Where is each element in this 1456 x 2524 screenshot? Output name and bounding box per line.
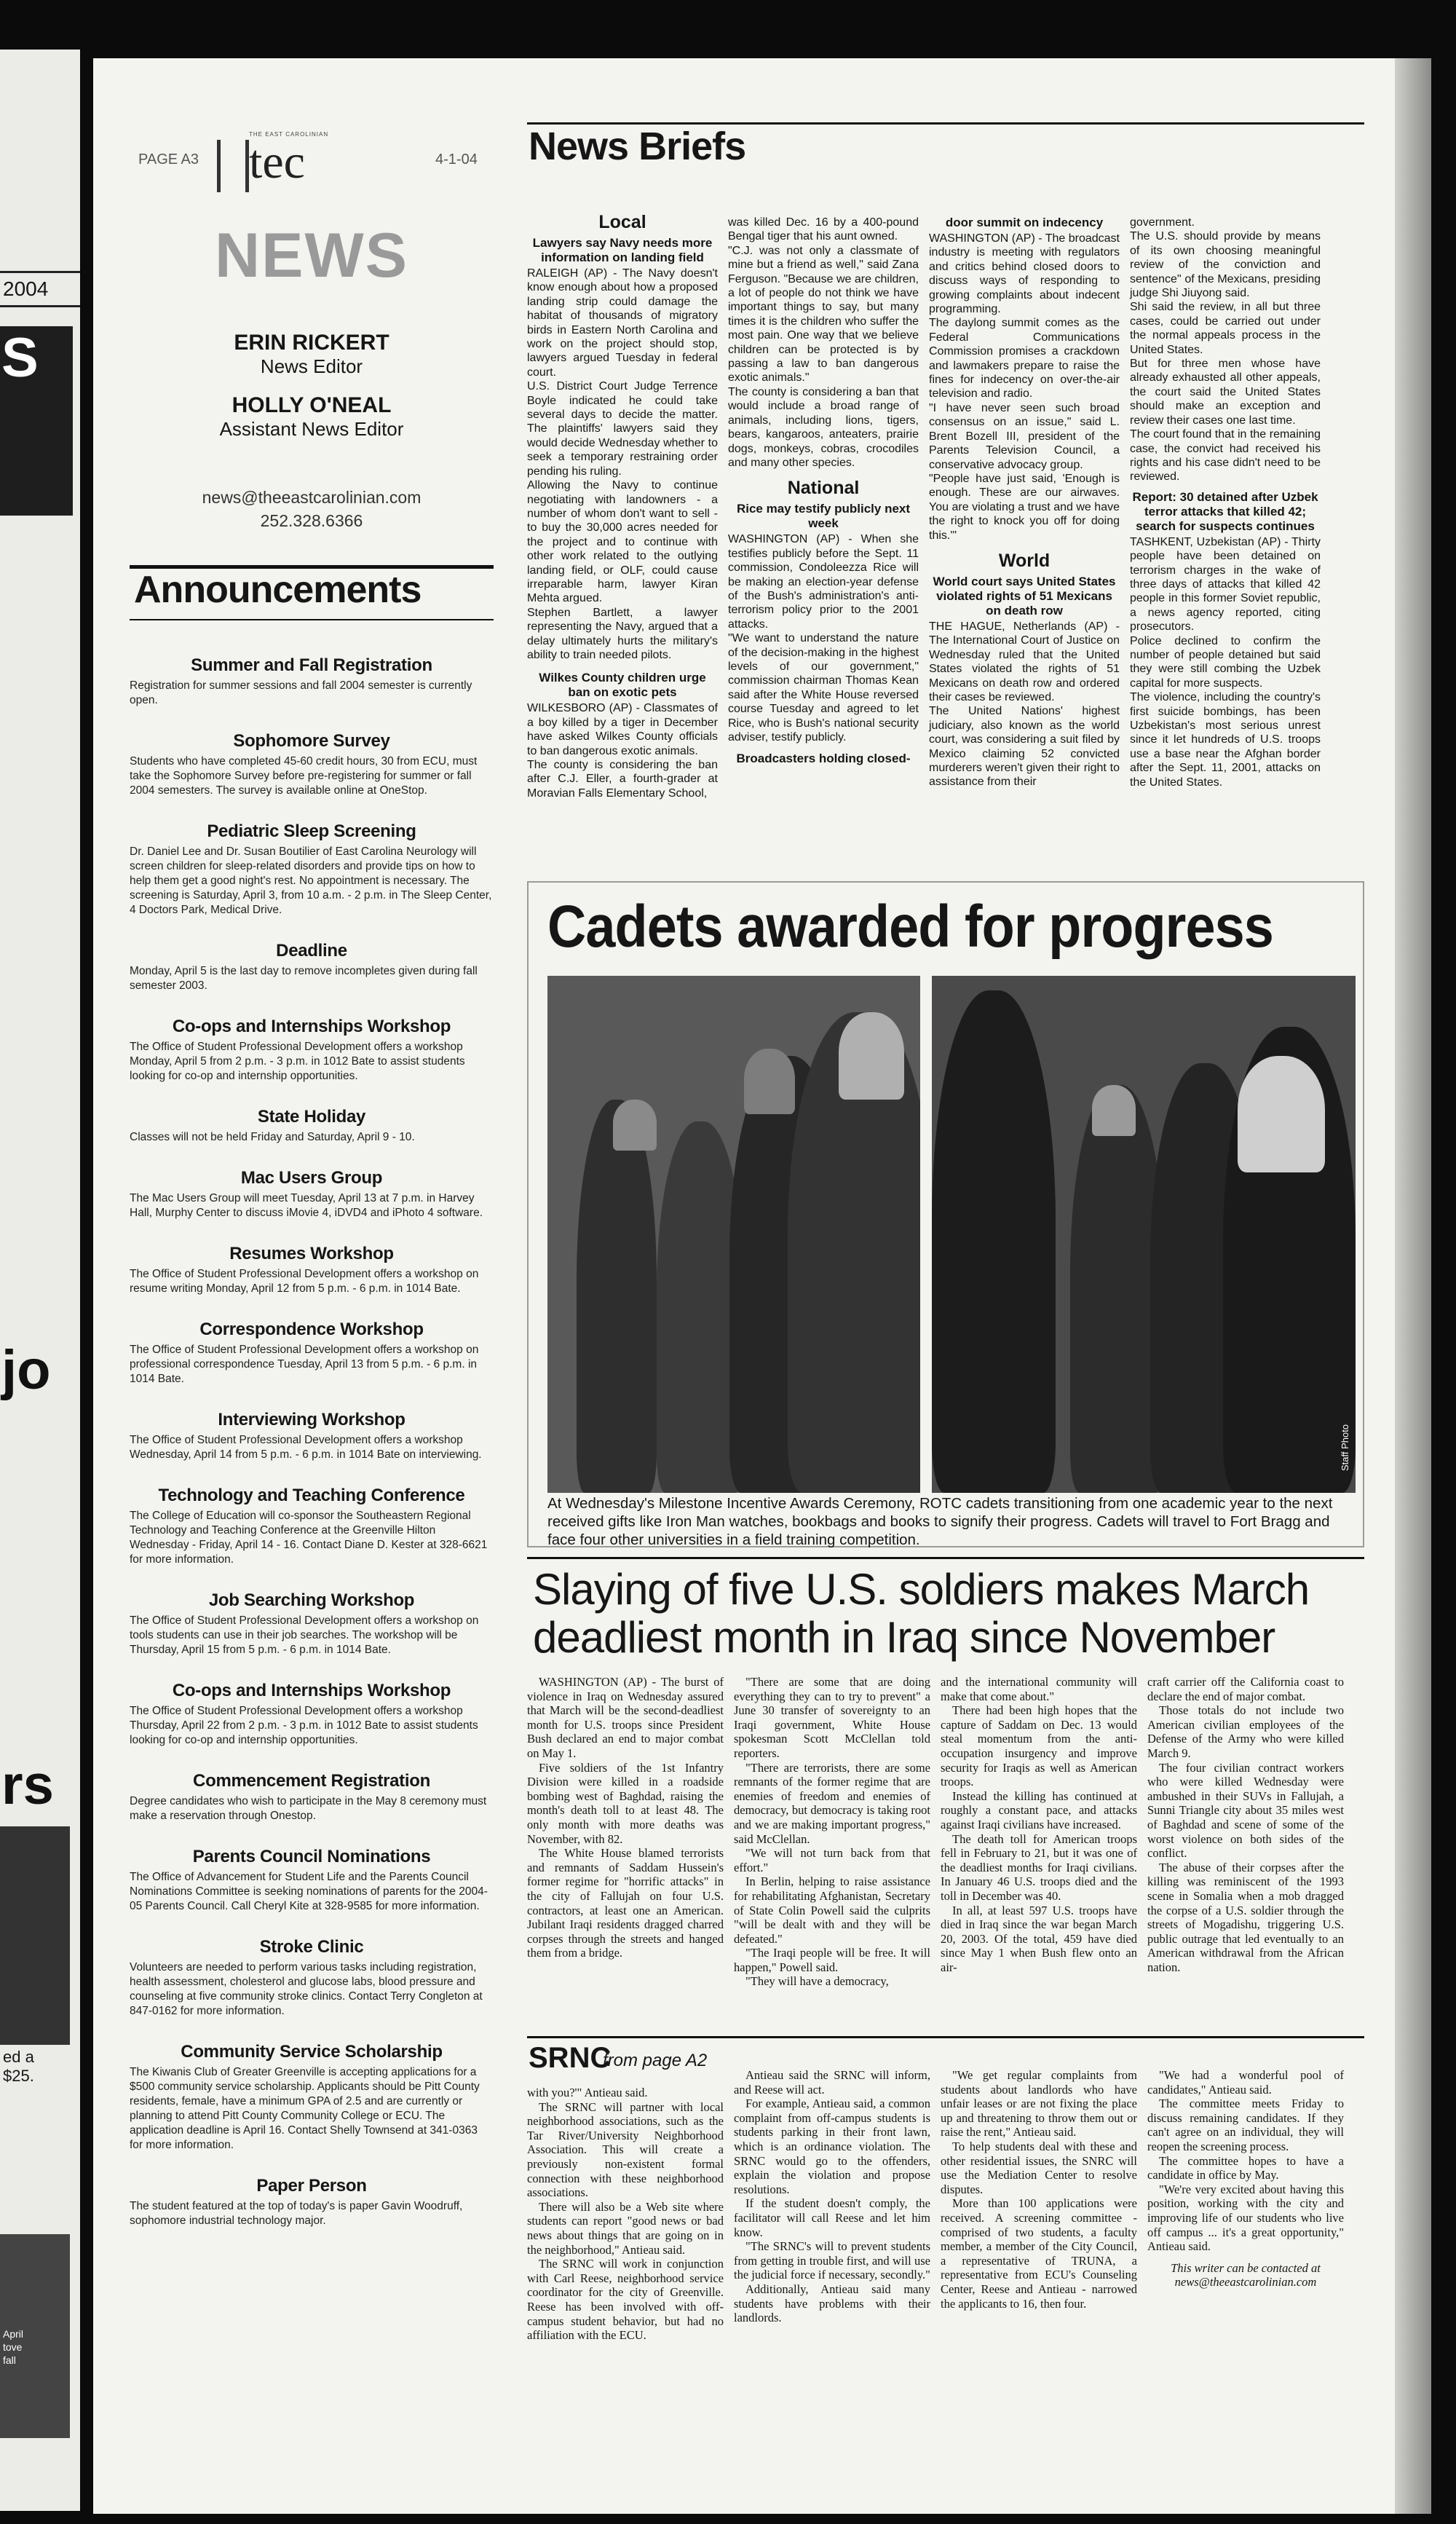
prev-page-fragment: rs	[1, 1754, 54, 1816]
srnc-column-3	[941, 2068, 1137, 2311]
brief-paragraph: "We want to understand the nature of the decision-making in the highest levels of our government," commission chairman Thomas Kean said after the White House reversed course Tuesday and agreed to let Rice, who is Bush's national security adviser, testify publicly.	[728, 632, 919, 744]
brief-paragraph: Shi said the review, in all but three cases, could be carried out under the normal appeals process in the United States.	[1130, 301, 1321, 356]
brief-headline: Wilkes County children urge ban on exotic pets	[539, 671, 706, 700]
announcement-item	[130, 1936, 494, 2019]
announcement-body: The Office of Student Professional Development offers a workshop on resume writing Monday, April 12 from 5 p.m. - 6 p.m. in 1014 Bate.	[130, 1268, 479, 1295]
announcement-title: Pediatric Sleep Screening	[207, 821, 416, 841]
brief-headline: Rice may testify publicly next week	[736, 502, 911, 531]
announcement-item	[130, 820, 494, 918]
announcement-body: Students who have completed 45-60 credit hours, 30 from ECU, must take the Sophomore Survey before pre-registering for summer or fall 2004 semesters. The survey is available online at OneStop.	[130, 755, 478, 797]
story-paragraph: The abuse of their corpses after the killing was reminiscent of the 1993 scene in Somalia when a mob dragged the corpse of a U.S. soldier through the streets of Mogadishu, triggering U.S. public outrage that led eventually to an American withdrawal from the African nation.	[1147, 1860, 1344, 1974]
announcement-title: Deadline	[276, 941, 347, 961]
story-paragraph: The committee meets Friday to discuss remaining candidates. If they can't agree on an individual, they will reopen the screening process.	[1147, 2097, 1344, 2153]
story-paragraph: The four civilian contract workers who were killed Wednesday were ambushed in their SUVs in Fallujah, a Sunni Triangle city about 35 miles west of Baghdad and scene of some of the worst violence on both sides of the conflict.	[1147, 1760, 1344, 1861]
cadets-photo-left	[547, 976, 920, 1493]
prev-page-text: ed a	[3, 2048, 34, 2066]
brief-paragraph: The United Nations' highest judiciary, also known as the world court, was considering a suit filed by Mexico claiming 52 convicted murderers weren't given their right to assistance from their	[929, 705, 1120, 789]
announcement-title: Co-ops and Internships Workshop	[172, 1681, 451, 1700]
story-paragraph: "The Iraqi people will be free. It will happen," Powell said.	[734, 1946, 930, 1974]
prev-page-year: 2004	[0, 271, 80, 307]
brief-headline: Broadcasters holding closed-	[736, 752, 911, 766]
photo-figure	[577, 1100, 657, 1493]
prev-page-text: April	[3, 2328, 24, 2340]
announcement-body: The Office of Advancement for Student Life and the Parents Council Nominations Committee is seeking nominations of parents for the 2004-05 Parents Council. Call Cheryl Kite at 328-9585 for more information.	[130, 1871, 488, 1912]
announcement-title: Parents Council Nominations	[192, 1847, 431, 1866]
story-paragraph: "There are terrorists, there are some remnants of the former regime that are enemies of freedom and enemies of democracy, but democracy is taking root and we are making important progress," said McClellan.	[734, 1760, 930, 1846]
announcement-title: Job Searching Workshop	[208, 1590, 415, 1610]
announcement-body: The Office of Student Professional Development offers a workshop on tools students can use in their job searches. The workshop will be Thursday, April 15 from 5 p.m. - 6 p.m. in 1014 Bate.	[130, 1614, 479, 1656]
slaying-column-4	[1147, 1675, 1344, 1974]
photo-face	[1238, 1056, 1325, 1172]
brief-paragraph: THE HAGUE, Netherlands (AP) - The International Court of Justice on Wednesday ruled that the United States violated the rights of 51 Mexicans on death row and ordered their cases be reviewed.	[929, 620, 1120, 703]
cadets-headline: Cadets awarded for progress	[547, 894, 1273, 960]
brief-paragraph: Stephen Bartlett, a lawyer representing the Navy, argued that a delay ultimately hurts the military's ability to train needed pilots.	[527, 606, 718, 661]
newspaper-page	[93, 58, 1395, 2514]
story-paragraph: Instead the killing has continued at roughly a constant pace, and attacks against Iraqi civilians have increased.	[941, 1789, 1137, 1831]
brief-paragraph: WILKESBORO (AP) - Classmates of a boy killed by a tiger in December have asked Wilkes County officials to ban dangerous exotic animals.	[527, 702, 718, 757]
srnc-column-4	[1147, 2068, 1344, 2290]
page-fold-shadow	[1395, 58, 1431, 2514]
announcement-title: Stroke Clinic	[259, 1937, 364, 1957]
brief-paragraph: Allowing the Navy to continue negotiating with landowners - a number of whom don't want to sell - to buy the 30,000 acres needed for the project and to continue with other work related to the outlying landing field, or OLF, could cause irreparable harm, lawyer Kiran Mehta argued.	[527, 479, 718, 605]
slaying-column-3	[941, 1675, 1137, 1974]
srnc-column-1	[527, 2086, 724, 2343]
story-paragraph: Antieau said the SRNC will inform, and Reese will act.	[734, 2068, 930, 2097]
announcement-body: The College of Education will co-sponsor the Southeastern Regional Technology and Teaching Conference at the Greenville Hilton Wednesday - Friday, April 14 - 16. Contact Diane D. Kester at 328-6621 for more information.	[130, 1510, 488, 1566]
announcement-item	[130, 1845, 494, 1914]
writer-contact-tagline: This writer can be contacted at news@theeastcarolinian.com	[1171, 2260, 1321, 2290]
prev-page-fragment: jo	[1, 1339, 51, 1401]
slaying-headline	[533, 1566, 1370, 1662]
brief-paragraph: The county is considering the ban after C.J. Eller, a fourth-grader at Moravian Falls Elementary School,	[527, 759, 718, 800]
announcement-title: Paper Person	[256, 2176, 367, 2196]
story-paragraph: There will also be a Web site where students can report "good news or bad news about things that are going on in the neighborhood," Antieau said.	[527, 2199, 724, 2257]
slaying-headline-line: Slaying of five U.S. soldiers makes March	[533, 1565, 1310, 1614]
prev-page-text: tove	[3, 2341, 23, 2353]
story-paragraph: To help students deal with these and other residential issues, the SNRC will use the Mediation Center to resolve disputes.	[941, 2139, 1137, 2196]
announcement-item	[130, 2040, 494, 2153]
story-paragraph: "We will not turn back from that effort."	[734, 1846, 930, 1874]
slaying-column-2	[734, 1675, 930, 1989]
brief-paragraph: WASHINGTON (AP) - When she testifies publicly before the Sept. 11 commission, Condoleezza Rice will be making an election-year defense of the Bush's administration's anti-terrorism policy prior to the 2001 attacks.	[728, 533, 919, 631]
announcement-title: Correspondence Workshop	[199, 1320, 424, 1339]
news-briefs-header: News Briefs	[529, 125, 746, 168]
announcement-body: Degree candidates who wish to participate in the May 8 ceremony must make a reservation through Onestop.	[130, 1795, 487, 1822]
srnc-jump-from: from page A2	[603, 2051, 708, 2070]
story-paragraph: If the student doesn't comply, the facilitator will call Reese and let him know.	[734, 2196, 930, 2239]
announcement-item	[130, 1318, 494, 1387]
staff-title: Assistant News Editor	[219, 418, 404, 440]
announcement-item	[130, 1679, 494, 1748]
announcement-title: State Holiday	[257, 1107, 366, 1127]
srnc-rule	[527, 2036, 1364, 2038]
announcements-underrule	[130, 619, 494, 620]
announcement-title: Summer and Fall Registration	[191, 655, 432, 675]
srnc-label: SRNC	[529, 2042, 612, 2074]
story-paragraph: and the international community will make that come about."	[941, 1675, 1137, 1703]
photo-face	[744, 1049, 795, 1114]
announcement-title: Technology and Teaching Conference	[158, 1486, 465, 1505]
prev-page-text: $25.	[3, 2067, 34, 2085]
story-paragraph: The White House blamed terrorists and remnants of Saddam Hussein's former regime for "horrific attacks" in the city of Fallujah on four U.S. contractors, at least one an American. Jubilant Iraqi residents dragged charred corpses through the streets and hanged them from a bridge.	[527, 1846, 724, 1960]
announcement-item	[130, 1015, 494, 1084]
cadets-caption: At Wednesday's Milestone Incentive Awards Ceremony, ROTC cadets transitioning from one academic year to the next received gifts like Iron Man watches, bookbags and books to signify their progress. Cadets will travel to Fort Bragg and face four other universities in a field training competition.	[547, 1495, 1333, 1548]
story-paragraph: The committee hopes to have a candidate in office by May.	[1147, 2153, 1344, 2182]
announcement-item	[130, 730, 494, 798]
logo-tagline: THE EAST CAROLINIAN	[249, 131, 329, 138]
brief-paragraph: "People have just said, 'Enough is enough. These are our airwaves. You are violating a trust and we have the right to knock you off for doing this.'"	[929, 472, 1120, 542]
story-paragraph: with you?'" Antieau said.	[527, 2086, 648, 2099]
announcement-title: Sophomore Survey	[233, 731, 390, 751]
staff-name: HOLLY O'NEAL	[232, 393, 392, 417]
story-paragraph: "They will have a democracy,	[745, 1974, 889, 1989]
announcement-item	[130, 1167, 494, 1220]
announcement-item	[130, 1589, 494, 1657]
photo-credit: Staff Photo	[1340, 1424, 1350, 1471]
brief-headline: door summit on indecency	[945, 216, 1104, 229]
story-paragraph: Additionally, Antieau said many students have problems with their landlords.	[734, 2282, 930, 2325]
brief-paragraph: TASHKENT, Uzbekistan (AP) - Thirty people have been detained on terrorism charges in the wake of three days of attacks that killed 42 people in this former Soviet republic, a news agency reported, citing prosecutors.	[1130, 535, 1321, 634]
logo-bars-icon	[217, 140, 249, 192]
brief-paragraph: The county is considering a ban that would include a broad range of animals, including lions, tigers, bears, kangaroos, anteaters, prairie dogs, monkeys, cobras, crocodiles and many other species.	[728, 385, 919, 469]
section-title: NEWS	[215, 221, 408, 291]
briefs-column-1	[527, 211, 718, 800]
srnc-column-2	[734, 2068, 930, 2325]
announcement-body: Monday, April 5 is the last day to remove incompletes given during fall semester 2003.	[130, 965, 478, 992]
announcement-body: The Office of Student Professional Development offers a workshop on professional correspondence Tuesday, April 13 from 5 p.m. - 6 p.m. in 1014 Bate.	[130, 1344, 479, 1385]
story-paragraph: craft carrier off the California coast to declare the end of major combat.	[1147, 1675, 1344, 1703]
cadets-photo-right	[932, 976, 1356, 1493]
issue-date: 4-1-04	[435, 151, 478, 167]
brief-paragraph: RALEIGH (AP) - The Navy doesn't know enough about how a proposed landing strip could damage the habitat of thousands of migratory birds in Eastern North Carolina and work on the project should stop, lawyers argued Tuesday in federal court.	[527, 267, 718, 379]
staff-name: ERIN RICKERT	[234, 331, 389, 355]
story-paragraph: The SRNC will work in conjunction with Carl Reese, neighborhood service coordinator for the city of Greenville. Reese has been involved with off-campus student behavior, but had no affiliation with the ECU.	[527, 2257, 724, 2343]
brief-paragraph: U.S. District Court Judge Terrence Boyle indicated he could take several days to decide the matter. The plaintiffs' lawyers said they would decide Wednesday whether to seek a temporary restraining order pending his ruling.	[527, 380, 718, 478]
announcement-body: The Kiwanis Club of Greater Greenville is accepting applications for a $500 community service scholarship. Applicants should be Pitt County residents, female, have a minimum GPA of 2.5 and are currently or planning to attend Pitt County Community College or ECU. The application deadline is April 16. Contact Shelly Townsend at 341-0363 for more information.	[130, 2066, 480, 2151]
brief-paragraph: The U.S. should provide by means of its own choosing meaningful review of the conviction and sentence" of the Mexicans, presiding judge Shi Jiuyong said.	[1130, 230, 1321, 300]
announcement-body: The Mac Users Group will meet Tuesday, April 13 at 7 p.m. in Harvey Hall, Murphy Center to discuss iMovie 4, iDVD4 and iPhoto 4 software.	[130, 1192, 483, 1219]
brief-paragraph: Police declined to confirm the number of people detained but said they were still combing the Uzbek capital for more suspects.	[1130, 634, 1321, 690]
story-paragraph: More than 100 applications were received. A screening committee - comprised of two students, a faculty member, a member of the City Council, a representative of TRUNA, a representative from ECU's Counseling Center, Reese and Antieau - narrowed the applicants to 16, then four.	[941, 2196, 1137, 2311]
slaying-column-1	[527, 1675, 724, 1960]
brief-paragraph: "I have never seen such broad consensus on an issue," said L. Brent Bozell III, president of the Parents Television Council, a conservative advocacy group.	[929, 401, 1120, 471]
announcement-item	[130, 2174, 494, 2228]
brief-headline: Lawyers say Navy needs more information on landing field	[532, 236, 713, 264]
announcement-body: Volunteers are needed to perform various tasks including registration, health assessment, cholesterol and glucose labs, blood pressure and counseling at five community stroke clinics. Contact Terry Congleton at 847-0162 for more information.	[130, 1961, 483, 2017]
contact-phone: 252.328.6366	[260, 511, 363, 530]
brief-paragraph: was killed Dec. 16 by a 400-pound Bengal tiger that his aunt owned.	[728, 216, 919, 243]
contact-email: news@theeastcarolinian.com	[202, 488, 422, 507]
brief-paragraph: WASHINGTON (AP) - The broadcast industry is meeting with regulators and critics behind closed doors to discuss ways of responding to growing complaints about indecent programming.	[929, 232, 1120, 316]
announcement-item	[130, 939, 494, 993]
prev-page-fragment: S	[1, 327, 39, 389]
briefs-column-3	[929, 216, 1120, 789]
slaying-rule	[527, 1557, 1364, 1559]
story-paragraph: "We're very excited about having this position, working with the city and improving life of our students who live off campus ... it's a great opportunity," Antieau said.	[1147, 2182, 1344, 2254]
announcements-list	[130, 626, 494, 2228]
photo-face	[839, 1012, 904, 1100]
prev-page-text: fall	[3, 2354, 16, 2366]
story-paragraph: Five soldiers of the 1st Infantry Division were killed in a roadside bombing west of Baghdad, raising the month's death toll to at least 48. The only month with more deaths was November, with 82.	[527, 1760, 724, 1846]
brief-paragraph: The court found that in the remaining case, the convict had received his rights and his case didn't need to be reviewed.	[1130, 428, 1321, 484]
staff-title: News Editor	[260, 355, 363, 377]
announcement-body: The Office of Student Professional Development offers a workshop Monday, April 5 from 2 p.m. - 3 p.m. in 1012 Bate to assist students looking for co-op and internship opportunities.	[130, 1041, 465, 1082]
brief-headline: Report: 30 detained after Uzbek terror attacks that killed 42; search for suspects continues	[1132, 489, 1318, 533]
photo-face	[1092, 1085, 1136, 1136]
announcement-title: Resumes Workshop	[229, 1244, 394, 1263]
announcement-body: Registration for summer sessions and fall 2004 semester is currently open.	[130, 679, 472, 706]
story-paragraph: There had been high hopes that the capture of Saddam on Dec. 13 would steal momentum from the anti-occupation insurgency and improve security for Iraqis as well as American troops.	[941, 1703, 1137, 1789]
announcement-title: Mac Users Group	[240, 1168, 383, 1188]
announcement-item	[130, 1408, 494, 1462]
briefs-column-4	[1130, 216, 1321, 789]
announcement-title: Interviewing Workshop	[218, 1410, 405, 1429]
brief-paragraph: But for three men whose have already exhausted all other appeals, the court said the United States should make an exception and review their cases one last time.	[1130, 358, 1321, 427]
slaying-headline-line: deadliest month in Iraq since November	[533, 1613, 1275, 1662]
announcement-item	[130, 1242, 494, 1296]
announcement-title: Commencement Registration	[193, 1771, 430, 1791]
story-paragraph: WASHINGTON (AP) - The burst of violence in Iraq on Wednesday assured that March will be the second-deadliest month for U.S. troops since President Bush declared an end to major combat on May 1.	[527, 1675, 724, 1760]
announcement-body: The Office of Student Professional Development offers a workshop Wednesday, April 14 from 5 p.m. - 6 p.m. in 1014 Bate on interviewing.	[130, 1434, 482, 1461]
story-paragraph: Those totals do not include two American civilian employees of the Defense of the Army who were killed March 9.	[1147, 1703, 1344, 1760]
announcement-item	[130, 1484, 494, 1567]
briefs-section-label: National	[787, 478, 860, 499]
page-label: PAGE A3	[138, 151, 199, 167]
story-paragraph: "We had a wonderful pool of candidates," Antieau said.	[1147, 2068, 1344, 2097]
story-paragraph: In Berlin, helping to raise assistance for rehabilitating Afghanistan, Secretary of State Colin Powell said the culprits "will be dealt with and they will be defeated."	[734, 1874, 930, 1946]
announcement-body: The Office of Student Professional Development offers a workshop Thursday, April 22 from 2 p.m. - 3 p.m. in 1012 Bate to assist students looking for co-op and internship opportunities.	[130, 1705, 478, 1746]
brief-paragraph: "C.J. was not only a classmate of mine but a friend as well," said Zana Ferguson. "Because we are children, a lot of people do not think we have important things to say, but many times it is the children who suffer the most pain. One way that we believe children can be protected is by passing a law to ban dangerous exotic animals."	[728, 244, 919, 384]
announcement-item	[130, 1770, 494, 1823]
story-paragraph: "The SRNC's will to prevent students from getting in trouble first, and will use the judicial force if necessary, secondly."	[734, 2239, 930, 2282]
briefs-column-2	[728, 216, 919, 768]
announcement-title: Co-ops and Internships Workshop	[172, 1017, 451, 1036]
photo-figure	[932, 990, 1056, 1493]
brief-paragraph: government.	[1130, 216, 1195, 229]
previous-page-edge	[0, 50, 80, 2511]
photo-face	[613, 1100, 657, 1151]
brief-headline: World court says United States violated rights of 51 Mexicans on death row	[933, 574, 1116, 618]
story-paragraph: In all, at least 597 U.S. troops have died in Iraq since the war began March 20, 2003. Of the total, 459 have died since May 1 when Bush flew onto an air-	[941, 1903, 1137, 1974]
briefs-section-label: World	[998, 550, 1051, 571]
brief-paragraph: The daylong summit comes as the Federal Communications Commission promises a crackdown and lawmakers prepare to raise the fines for indecency on over-the-air television and radio.	[929, 317, 1120, 401]
tec-logo	[217, 131, 333, 197]
announcement-body: Dr. Daniel Lee and Dr. Susan Boutilier of East Carolina Neurology will screen children for sleep-related disorders and provide tips on how to help them get a good night's rest. No appointment is necessary. The screening is Saturday, April 3, from 10 a.m. - 2 p.m. in The Sleep Center, 4 Doctors Park, Medical Drive.	[130, 845, 492, 916]
story-paragraph: "There are some that are doing everything they can to try to prevent" a June 30 transfer of sovereignty to an Iraqi government, White House spokesman Scott McClellan told reporters.	[734, 1675, 930, 1760]
story-paragraph: The death toll for American troops fell in February to 21, but it was one of the deadliest months for Iraqi civilians. In January 46 U.S. troops died and the toll in December was 40.	[941, 1831, 1137, 1903]
story-paragraph: The SRNC will partner with local neighborhood associations, such as the Tar River/University Neighborhood Association. This will create a previously non-existent formal connection with these neighborhood associations.	[527, 2099, 724, 2200]
announcements-header: Announcements	[134, 569, 422, 611]
announcement-title: Community Service Scholarship	[181, 2042, 443, 2062]
announcement-body: Classes will not be held Friday and Saturday, April 9 - 10.	[130, 1131, 415, 1143]
brief-paragraph: The violence, including the country's first suicide bombings, has been Uzbekistan's most serious unrest since it let hundreds of U.S. troops use a base near the Afghan border after the Sept. 11, 2001, attacks on the United States.	[1130, 691, 1321, 789]
story-paragraph: "We get regular complaints from students about landlords who have unfair leases or are not fixing the place up and threatening to throw them out or raise the rent," Antieau said.	[941, 2068, 1137, 2140]
story-paragraph: For example, Antieau said, a common complaint from off-campus students is students parking in their front lawn, which is an ordinance violation. The SRNC would go to the offenders, explain the violation and propose resolutions.	[734, 2097, 930, 2196]
announcement-body: The student featured at the top of today's is paper Gavin Woodruff, sophomore industrial technology major.	[130, 2200, 463, 2227]
announcement-item	[130, 1105, 494, 1145]
announcement-item	[130, 654, 494, 708]
prev-page-photo	[0, 1826, 70, 2045]
logo-wordmark: tec	[249, 135, 305, 189]
briefs-section-label: Local	[598, 212, 646, 232]
